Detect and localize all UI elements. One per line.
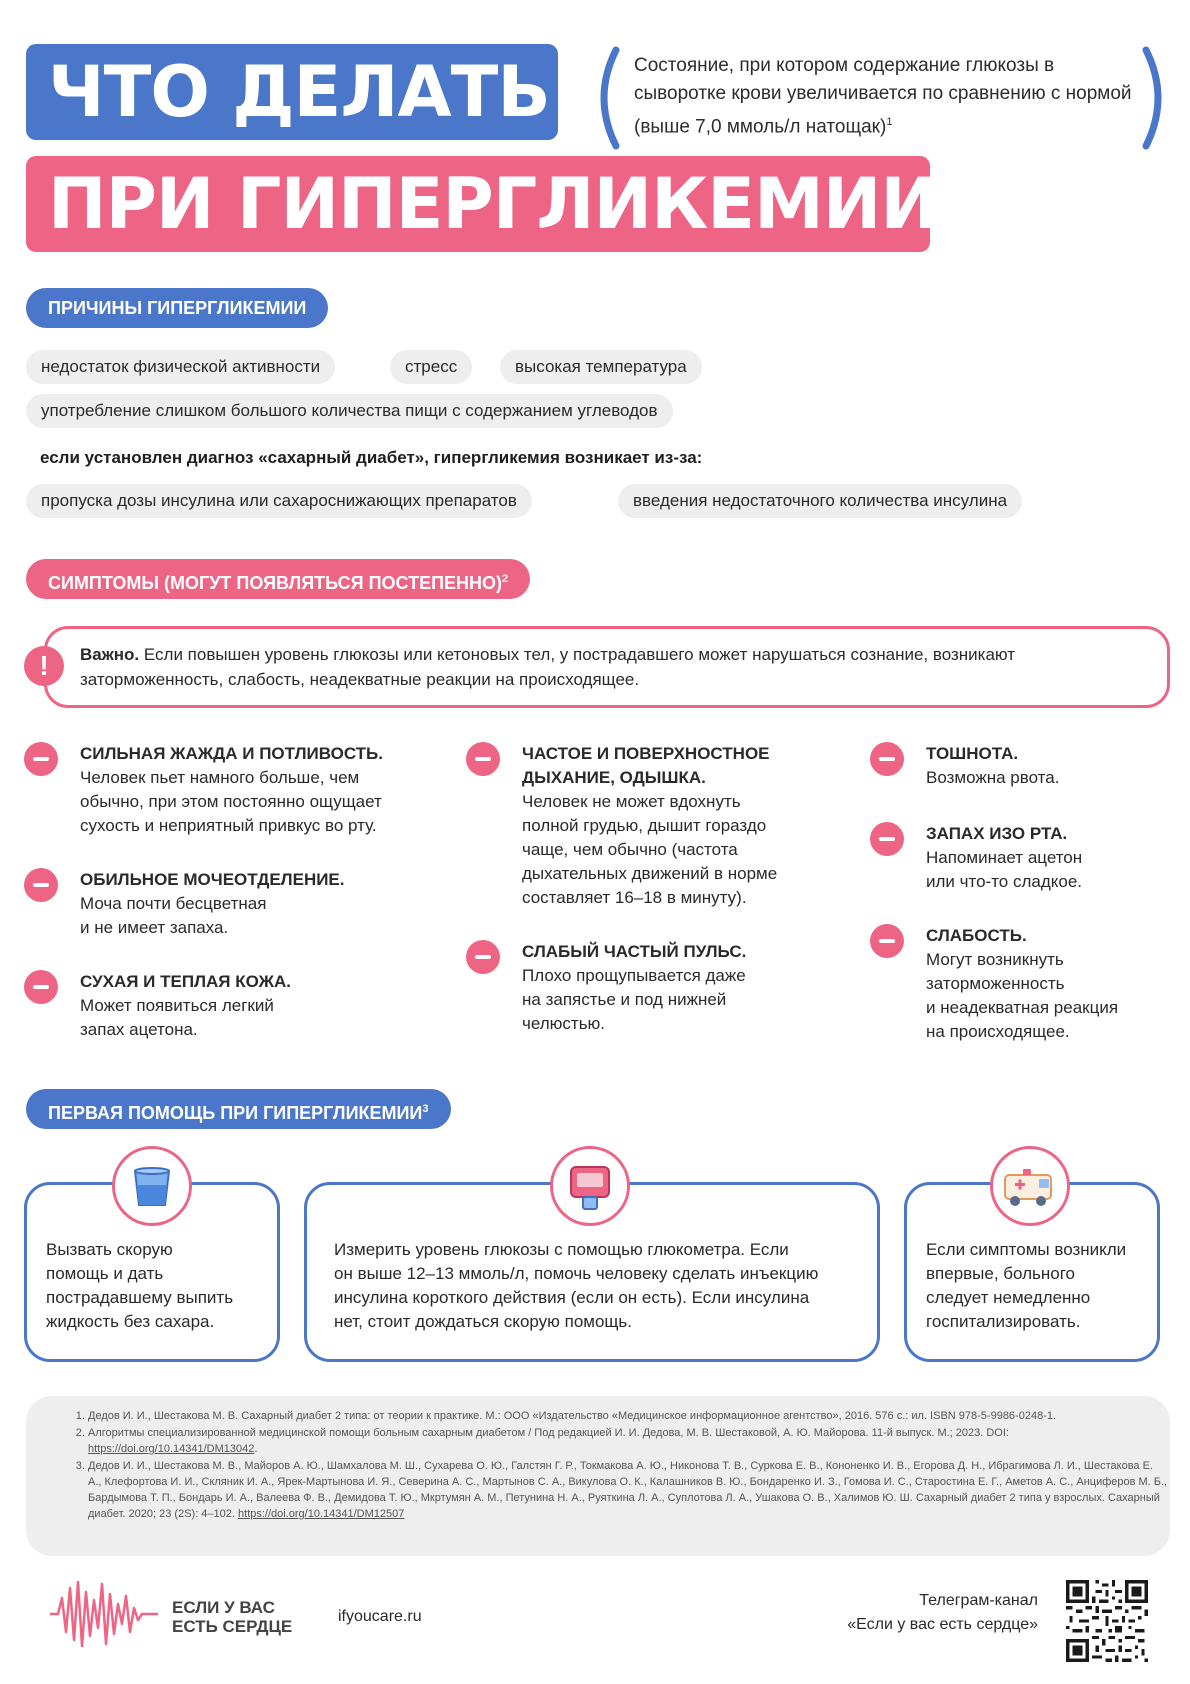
symptom-title: СЛАБОСТЬ. bbox=[926, 926, 1027, 945]
reference-text: Дедов И. И., Шестакова М. В. Сахарный диабет 2 типа: от теории к практике. М.: ООО «Издательство «Медицинское информационное агентство», 2016. 576 с.: ил. ISBN 978-5-9986-0248-1. bbox=[88, 1410, 1057, 1422]
reference-item bbox=[88, 1425, 1168, 1457]
site-link[interactable]: ifyoucare.ru bbox=[338, 1608, 422, 1625]
reference-text: Алгоритмы специализированной медицинской помощи больным сахарным диабетом / Под редакцией И. И. Дедова, М. В. Шестаковой, А. Ю. Майорова. 11-й выпуск. М.; 2023. DOI: bbox=[88, 1427, 1009, 1439]
symptom-title: СЛАБЫЙ ЧАСТЫЙ ПУЛЬС. bbox=[522, 942, 747, 961]
important-body: Если повышен уровень глюкозы или кетоновых тел, у пострадавшего может нарушаться сознание, возникают заторможенность, слабость, неадекватные реакции на происходящее. bbox=[80, 645, 1016, 689]
causes-heading: ПРИЧИНЫ ГИПЕРГЛИКЕМИИ bbox=[26, 288, 328, 328]
important-label: Важно. bbox=[80, 645, 140, 664]
cause-chip: стресс bbox=[390, 350, 472, 384]
cause-chip: недостаток физической активности bbox=[26, 350, 335, 384]
symptoms-heading-ref: 2 bbox=[502, 573, 509, 585]
reference-link[interactable]: https://doi.org/10.14341/DM12507 bbox=[238, 1508, 405, 1520]
minus-icon bbox=[466, 940, 500, 974]
first-aid-heading-ref: 3 bbox=[422, 1103, 429, 1115]
telegram-label: Телеграм-канал bbox=[919, 1592, 1038, 1609]
water-glass-icon bbox=[112, 1146, 192, 1226]
exclamation-icon: ! bbox=[24, 646, 64, 686]
symptom-item bbox=[926, 924, 1176, 1044]
logo-text: ЕСЛИ У ВАС ЕСТЬ СЕРДЦЕ bbox=[172, 1598, 293, 1636]
diabetes-note: если установлен диагноз «сахарный диабет», гипергликемия возникает из-за: bbox=[40, 448, 703, 467]
qr-code-icon[interactable] bbox=[1066, 1580, 1148, 1662]
symptom-text: Моча почти бесцветная и не имеет запаха. bbox=[80, 894, 267, 937]
symptom-text: Напоминает ацетон или что-то сладкое. bbox=[926, 848, 1083, 891]
symptom-title: СУХАЯ И ТЕПЛАЯ КОЖА. bbox=[80, 972, 291, 991]
reference-link[interactable]: https://doi.org/10.14341/DM13042 bbox=[88, 1443, 255, 1455]
symptom-title: ТОШНОТА. bbox=[926, 744, 1019, 763]
symptom-text: Может появиться легкий запах ацетона. bbox=[80, 996, 274, 1039]
symptom-item bbox=[926, 822, 1176, 894]
symptom-text: Плохо прощупывается даже на запястье и под нижней челюстью. bbox=[522, 966, 746, 1033]
ambulance-icon bbox=[990, 1146, 1070, 1226]
symptom-text: Человек пьет намного больше, чем обычно, при этом постоянно ощущает сухость и неприятный привкус во рту. bbox=[80, 768, 382, 835]
reference-text: Дедов И. И., Шестакова М. В., Майоров А. Ю., Шамхалова М. Ш., Сухарева О. Ю., Галстян Г. Р., Токмакова А. Ю., Никонова Т. В., Суркова Е. В., Кононенко И. В., Егорова Д. Н., Ибрагимова Л. И., Шестакова Е. А., Клефортова И. И., Скляник И. А., Ярек-Мартынова И. Я., Северина А. С., Мартынов С. А., Викулова О. К., Калашников В. Ю., Бондаренко И. З., Гомова И. С., Старостина Е. Г., Аметов А. С., Анциферов М. Б., Бардымова Т. П., Бондарь И. А., Валеева Ф. В., Демидова Т. Ю., Мкртумян А. М., Петунина Н. А., Руяткина Л. А., Суплотова Л. А., Ушакова О. В., Халимов Ю. Ш. Сахарный диабет 2 типа у взрослых. Сахарный диабет. 2020; 23 (2S): 4–102. bbox=[88, 1460, 1168, 1520]
definition-ref: 1 bbox=[886, 116, 893, 128]
minus-icon bbox=[466, 742, 500, 776]
first-aid-text: Если симптомы возникли впервые, больного следует немедленно госпитализировать. bbox=[926, 1240, 1127, 1331]
minus-icon bbox=[24, 742, 58, 776]
symptom-text: Возможна рвота. bbox=[926, 768, 1060, 787]
minus-icon bbox=[870, 924, 904, 958]
title-line-1: ЧТО ДЕЛАТЬ bbox=[26, 44, 558, 140]
telegram-channel-name: «Если у вас есть сердце» bbox=[847, 1616, 1038, 1633]
right-bracket-icon bbox=[1138, 46, 1178, 150]
symptom-text: Человек не может вдохнуть полной грудью, дышит гораздо чаще, чем обычно (частота дыхательных движений в норме составляет 16–18 в минуту). bbox=[522, 792, 778, 907]
symptom-item bbox=[80, 742, 440, 838]
symptom-item bbox=[80, 868, 440, 940]
cause-chip: высокая температура bbox=[500, 350, 702, 384]
title-line-2: ПРИ ГИПЕРГЛИКЕМИИ bbox=[26, 156, 930, 252]
first-aid-heading-text: ПЕРВАЯ ПОМОЩЬ ПРИ ГИПЕРГЛИКЕМИИ bbox=[48, 1103, 423, 1123]
symptom-title: ЗАПАХ ИЗО РТА. bbox=[926, 824, 1068, 843]
symptom-title: ОБИЛЬНОЕ МОЧЕОТДЕЛЕНИЕ. bbox=[80, 870, 345, 889]
minus-icon bbox=[24, 970, 58, 1004]
heartbeat-logo-icon bbox=[48, 1574, 160, 1654]
diabetes-cause-chip: введения недостаточного количества инсулина bbox=[618, 484, 1022, 518]
symptom-item bbox=[522, 940, 862, 1036]
important-text bbox=[80, 642, 1160, 692]
reference-item bbox=[88, 1408, 1168, 1424]
references-list bbox=[62, 1408, 1168, 1523]
symptom-text: Могут возникнуть заторможенность и неадекватная реакция на происходящее. bbox=[926, 950, 1119, 1041]
symptom-title: ЧАСТОЕ И ПОВЕРХНОСТНОЕ ДЫХАНИЕ, ОДЫШКА. bbox=[522, 744, 770, 787]
first-aid-heading bbox=[26, 1089, 451, 1129]
symptoms-heading bbox=[26, 559, 530, 599]
minus-icon bbox=[870, 822, 904, 856]
diabetes-cause-chip: пропуска дозы инсулина или сахароснижающих препаратов bbox=[26, 484, 532, 518]
first-aid-text: Вызвать скорую помощь и дать пострадавшему выпить жидкость без сахара. bbox=[46, 1240, 234, 1331]
references bbox=[26, 1396, 1170, 1556]
reference-item bbox=[88, 1458, 1168, 1522]
left-bracket-icon bbox=[584, 46, 624, 150]
symptom-item bbox=[522, 742, 862, 910]
minus-icon bbox=[24, 868, 58, 902]
symptom-item bbox=[926, 742, 1176, 790]
symptoms-heading-text: СИМПТОМЫ (МОГУТ ПОЯВЛЯТЬСЯ ПОСТЕПЕННО) bbox=[48, 573, 503, 593]
definition bbox=[634, 52, 1134, 141]
symptom-item bbox=[80, 970, 440, 1042]
first-aid-text: Измерить уровень глюкозы с помощью глюкометра. Если он выше 12–13 ммоль/л, помочь человеку сделать инъекцию инсулина короткого действия (если он есть). Если инсулина нет, стоит дождаться скорую помощь. bbox=[334, 1240, 819, 1331]
cause-chip: употребление слишком большого количества пищи с содержанием углеводов bbox=[26, 394, 673, 428]
glucometer-icon bbox=[550, 1146, 630, 1226]
reference-tail: . bbox=[254, 1443, 258, 1455]
symptom-title: СИЛЬНАЯ ЖАЖДА И ПОТЛИВОСТЬ. bbox=[80, 744, 384, 763]
definition-text: Состояние, при котором содержание глюкозы в сыворотке крови увеличивается по сравнению с нормой (выше 7,0 ммоль/л натощак) bbox=[634, 55, 1132, 138]
minus-icon bbox=[870, 742, 904, 776]
